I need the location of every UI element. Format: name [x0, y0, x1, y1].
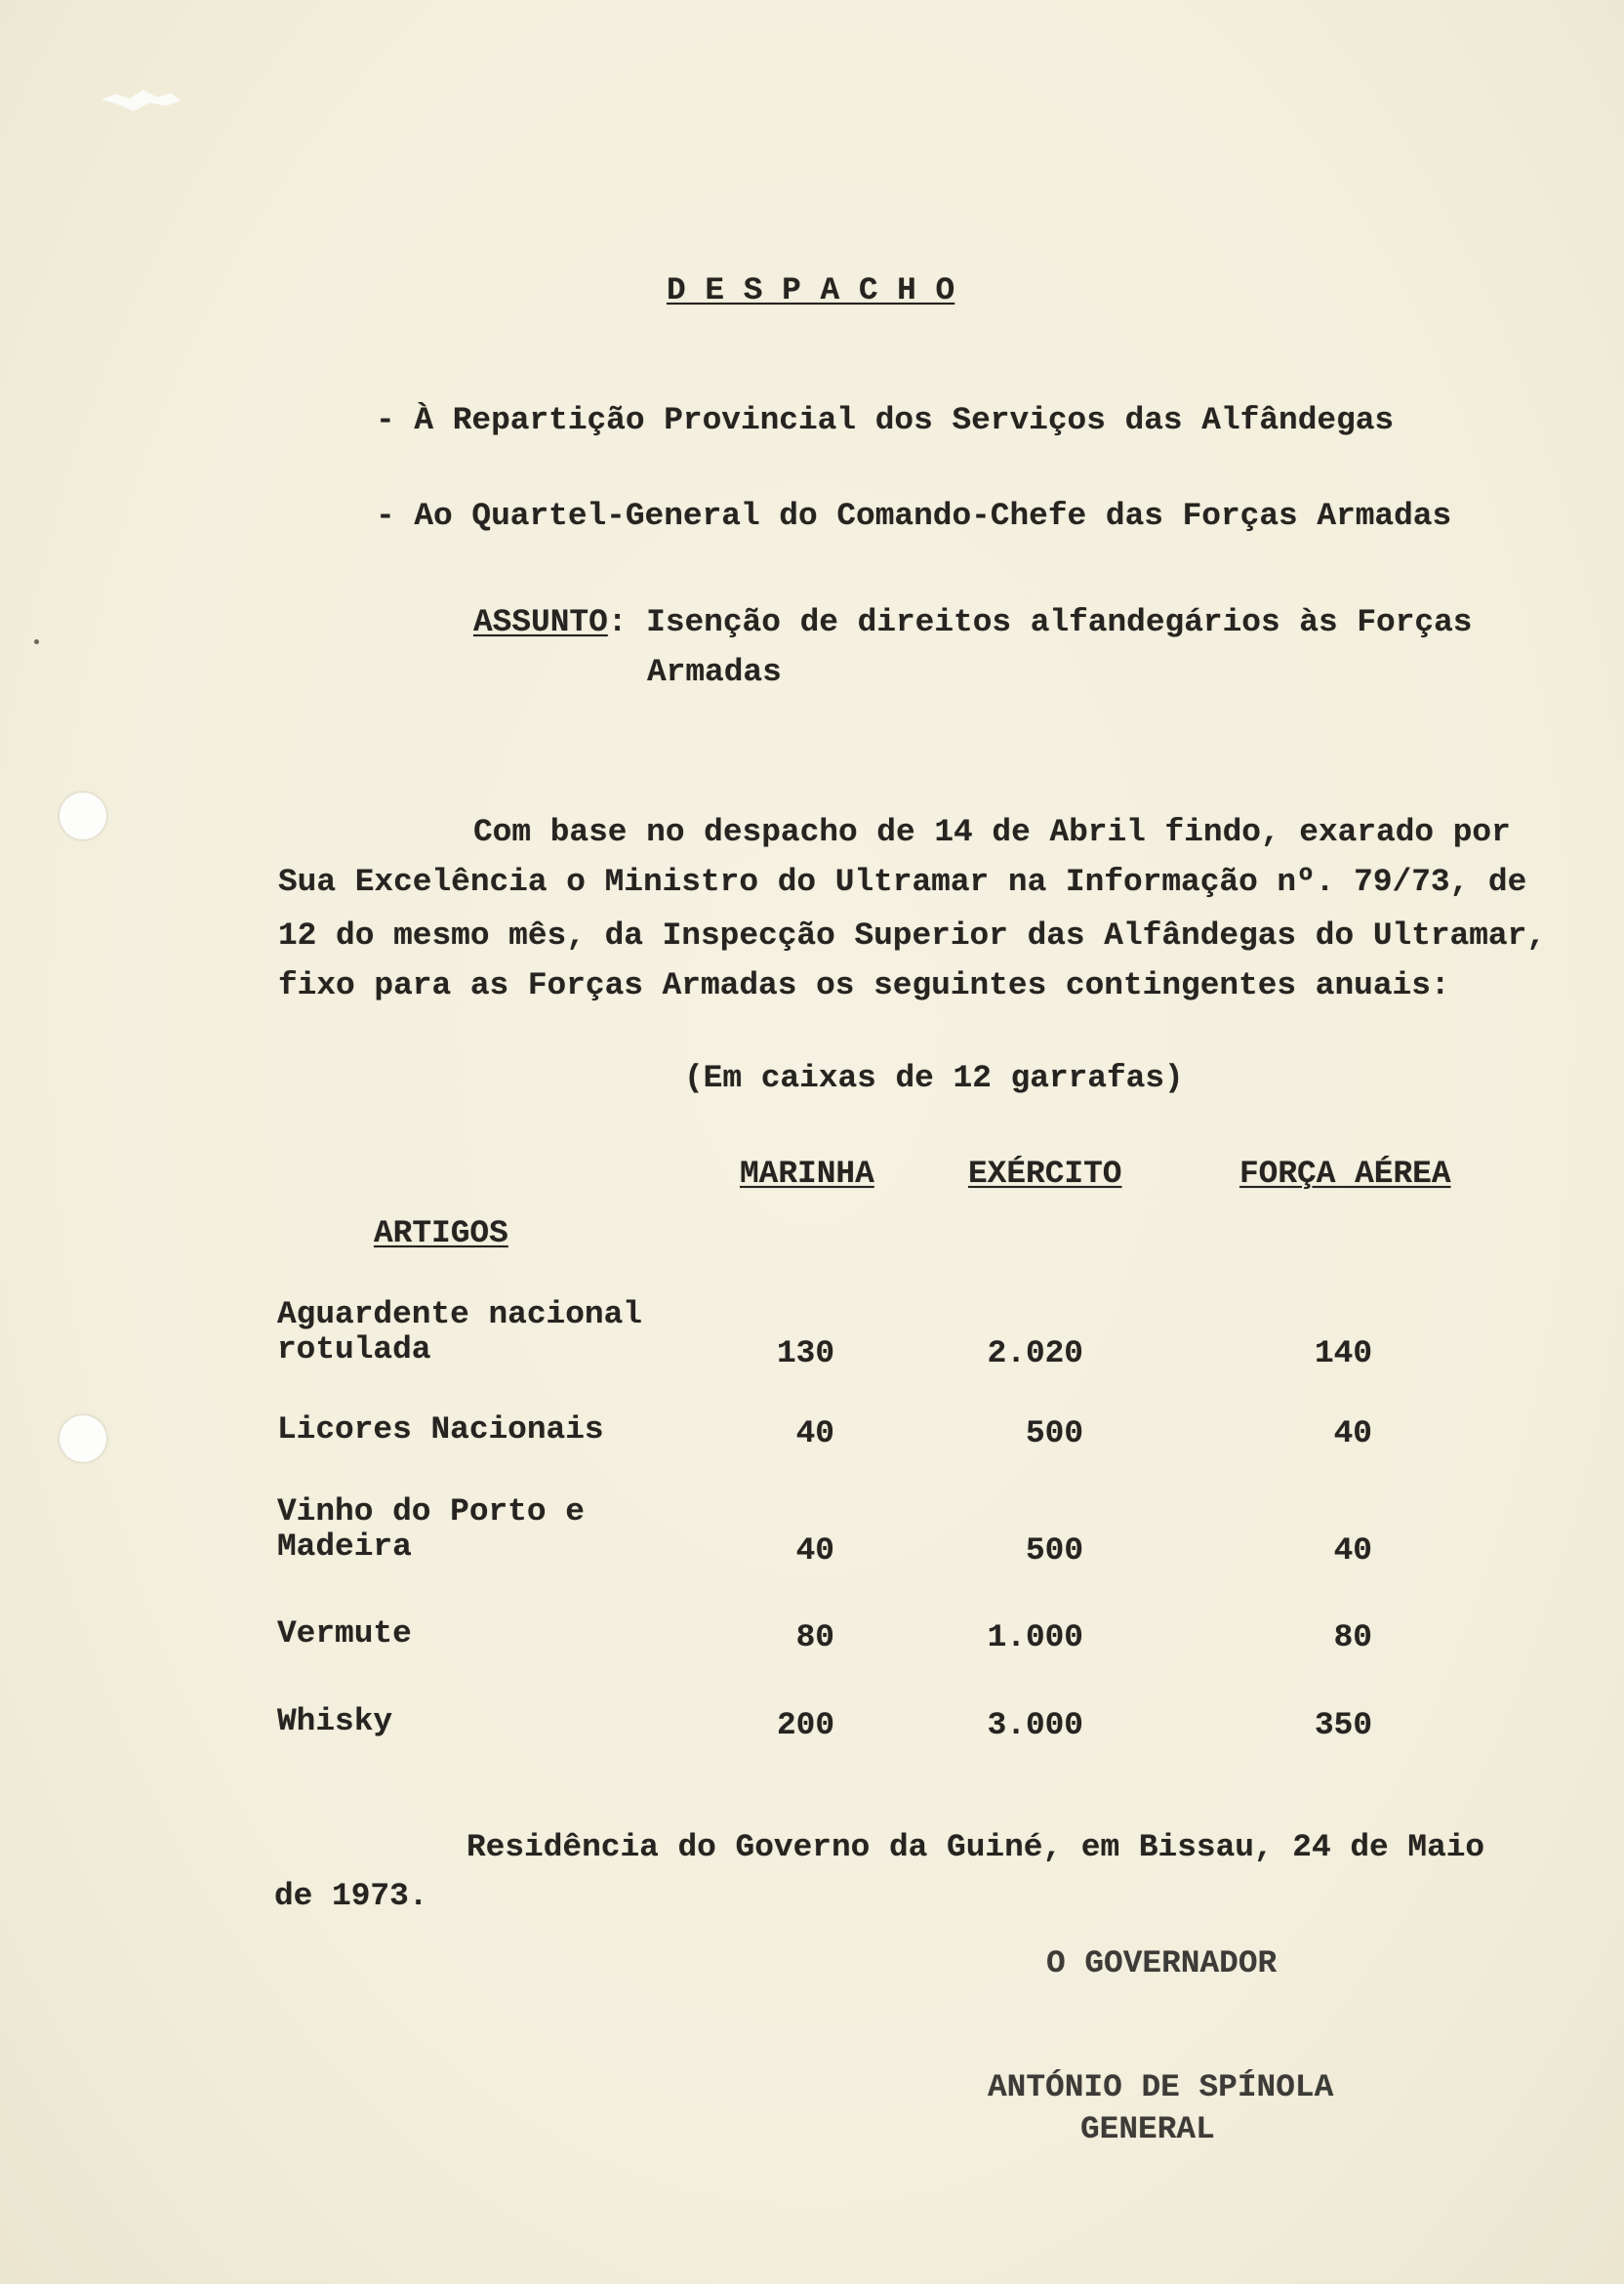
paper-speck [34, 639, 39, 644]
unit-note: (Em caixas de 12 garrafas) [684, 1060, 1184, 1096]
addressee-line: - Ao Quartel-General do Comando-Chefe das Forças Armadas [376, 498, 1452, 534]
subject-line [473, 605, 1472, 640]
subject-separator: : [607, 604, 628, 640]
value-exercito: 3.000 [987, 1707, 1083, 1743]
document-title: D E S P A C H O [667, 272, 955, 308]
article-label: Vinho do Porto e [277, 1493, 585, 1529]
table-row [277, 1616, 1390, 1655]
value-marinha: 130 [776, 1335, 834, 1371]
punch-hole-top [60, 793, 106, 839]
punch-hole-bottom [60, 1415, 106, 1462]
addressee-line: - À Repartição Provincial dos Serviços das Alfândegas [376, 402, 1395, 438]
article-label: Vermute [277, 1615, 412, 1652]
column-header-marinha: MARINHA [740, 1156, 874, 1192]
article-label: Licores Nacionais [277, 1411, 604, 1448]
body-line: 12 do mesmo mês, da Inspecção Superior das Alfândegas do Ultramar, [278, 918, 1546, 954]
column-header-forca-aerea: FORÇA AÉREA [1239, 1156, 1451, 1192]
subject-text: Armadas [647, 654, 782, 690]
article-label: Madeira [277, 1529, 412, 1565]
value-marinha: 80 [795, 1619, 834, 1655]
subject-label: ASSUNTO [473, 604, 608, 640]
article-label: Whisky [277, 1703, 393, 1739]
signature-rank: GENERAL [1080, 2111, 1215, 2147]
value-forca-aerea: 140 [1314, 1335, 1372, 1371]
body-line: fixo para as Forças Armadas os seguintes contingentes anuais: [278, 967, 1450, 1003]
value-exercito: 2.020 [987, 1335, 1083, 1371]
signature-title: O GOVERNADOR [1046, 1945, 1278, 1981]
value-exercito: 1.000 [987, 1619, 1083, 1655]
value-forca-aerea: 40 [1333, 1532, 1372, 1569]
paper-tear [102, 90, 182, 111]
value-marinha: 40 [795, 1532, 834, 1569]
table-row [277, 1297, 1390, 1375]
value-exercito: 500 [1025, 1532, 1083, 1569]
article-label: rotulada [277, 1331, 431, 1367]
subject-text: Isenção de direitos alfandegários às Forças [646, 604, 1473, 640]
article-label: Aguardente nacional [277, 1296, 642, 1332]
body-line: Com base no despacho de 14 de Abril findo, exarado por [473, 814, 1511, 850]
signature-name: ANTÓNIO DE SPÍNOLA [988, 2069, 1334, 2105]
value-forca-aerea: 350 [1314, 1707, 1372, 1743]
body-line: Sua Excelência o Ministro do Ultramar na Informação nº. 79/73, de [278, 864, 1527, 900]
table-row [277, 1704, 1390, 1743]
row-header-artigos: ARTIGOS [374, 1215, 508, 1251]
value-exercito: 500 [1025, 1415, 1083, 1451]
column-header-exercito: EXÉRCITO [968, 1156, 1122, 1192]
table-row [277, 1494, 1390, 1572]
value-marinha: 40 [795, 1415, 834, 1451]
value-marinha: 200 [776, 1707, 834, 1743]
closing-line: de 1973. [274, 1878, 428, 1914]
value-forca-aerea: 80 [1333, 1619, 1372, 1655]
value-forca-aerea: 40 [1333, 1415, 1372, 1451]
closing-line: Residência do Governo da Guiné, em Bissau, 24 de Maio [467, 1829, 1485, 1865]
table-row [277, 1412, 1390, 1451]
